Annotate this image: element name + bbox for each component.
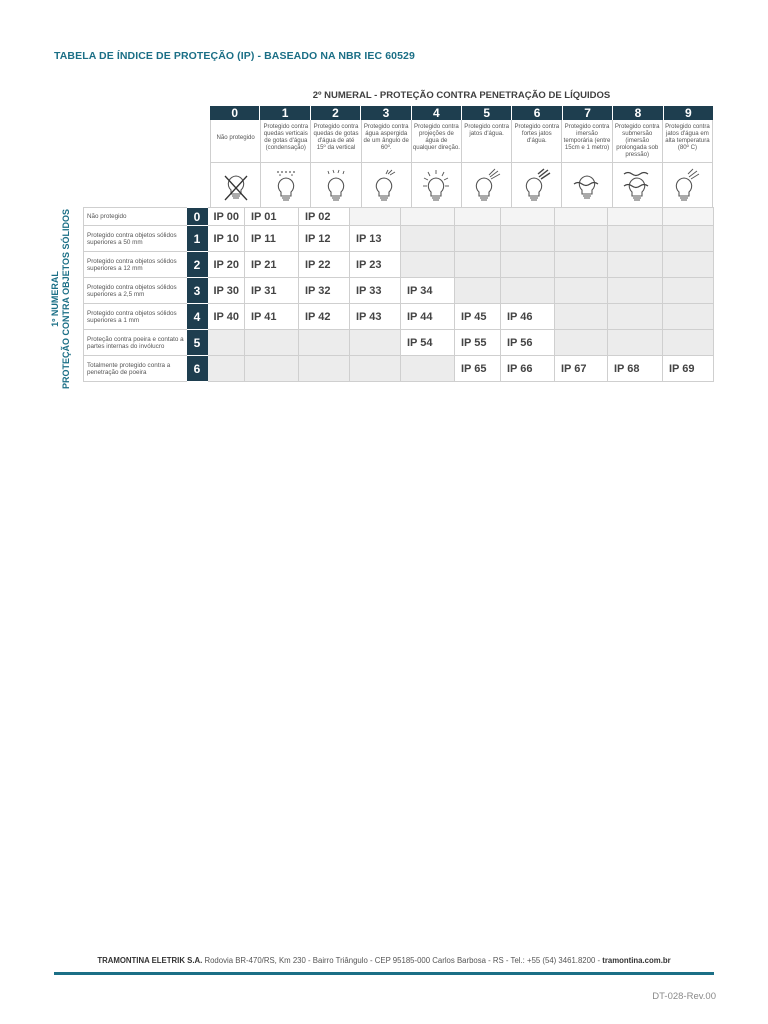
footer-website[interactable]: tramontina.com.br [602,956,671,965]
ip-code-cell: IP 69 [663,356,714,382]
ip-code-cell: IP 12 [299,226,350,252]
ip-code-cell: IP 10 [208,226,245,252]
empty-cell [555,304,608,330]
column-number: 2 [311,106,361,120]
empty-cell [608,208,663,226]
row-description: Protegido contra objetos sólidos superiores a 12 mm [84,252,187,278]
ip-code-cell: IP 20 [208,252,245,278]
ip-table [83,207,714,382]
table-row [84,252,714,278]
bulb-strong-jet-icon [521,168,553,204]
empty-cell [663,252,714,278]
row-description: Protegido contra objetos sólidos superiores a 2,5 mm [84,278,187,304]
bulb-submersion-icon [621,168,653,204]
empty-cell [299,356,350,382]
empty-cell [208,356,245,382]
empty-cell [663,304,714,330]
table-row [84,208,714,226]
ip-code-cell: IP 33 [350,278,401,304]
footer-address-text: Rodovia BR-470/RS, Km 230 - Bairro Triângulo - CEP 95185-000 Carlos Barbosa - RS - Tel.: +55 (54) 3461.8200 - [202,956,603,965]
empty-cell [455,208,501,226]
row-description: Protegido contra objetos sólidos superiores a 50 mm [84,226,187,252]
column-number-row [210,106,713,120]
ip-code-cell: IP 65 [455,356,501,382]
table-row [84,356,714,382]
page-title: TABELA DE ÍNDICE DE PROTEÇÃO (IP) - BASEADO NA NBR IEC 60529 [54,50,415,62]
column-description: Protegido contra submersão (imersão prolongada sob pressão) [613,120,663,162]
ip-code-cell: IP 55 [455,330,501,356]
empty-cell [401,226,455,252]
empty-cell [608,226,663,252]
footer-address [54,956,714,965]
ip-code-cell: IP 54 [401,330,455,356]
column-description: Protegido contra água aspergida de um ângulo de 60º. [362,120,412,162]
row-number: 4 [187,304,208,330]
ip-code-cell: IP 41 [245,304,299,330]
document-code: DT-028-Rev.00 [652,991,716,1002]
empty-cell [455,252,501,278]
column-number: 8 [613,106,663,120]
empty-cell [401,208,455,226]
column-description: Protegido contra jatos d'água. [462,120,512,162]
bulb-spray-icon [370,168,402,204]
ip-code-cell: IP 21 [245,252,299,278]
column-number: 3 [361,106,411,120]
ip-code-cell: IP 22 [299,252,350,278]
column-icon-row [210,162,713,208]
column-description: Protegido contra fortes jatos d'água. [512,120,562,162]
column-description: Protegido contra quedas de gotas d'água de até 15º da vertical [311,120,361,162]
column-number: 6 [512,106,562,120]
table-row [84,226,714,252]
row-description: Totalmente protegido contra a penetração de poeira [84,356,187,382]
ip-code-cell: IP 43 [350,304,401,330]
second-numeral-heading: 2º NUMERAL - PROTEÇÃO CONTRA PENETRAÇÃO DE LÍQUIDOS [312,90,611,101]
empty-cell [501,226,555,252]
empty-cell [608,304,663,330]
empty-cell [608,330,663,356]
empty-cell [555,278,608,304]
first-numeral-subtitle: PROTEÇÃO CONTRA OBJETOS SÓLIDOS [61,208,71,389]
ip-code-cell: IP 42 [299,304,350,330]
empty-cell [208,330,245,356]
ip-code-cell: IP 68 [608,356,663,382]
column-description: Protegido contra quedas verticais de gotas d'água (condensação) [261,120,311,162]
footer-company: TRAMONTINA ELETRIK S.A. [97,956,203,965]
ip-code-cell: IP 56 [501,330,555,356]
column-description: Protegido contra imersão temporária (entre 15cm e 1 metro) [562,120,612,162]
empty-cell [350,356,401,382]
row-description: Proteção contra poeira e contato a partes internas do invólucro [84,330,187,356]
table-row [84,304,714,330]
column-description: Não protegido [210,120,261,162]
ip-code-cell: IP 44 [401,304,455,330]
row-number: 1 [187,226,208,252]
ip-code-cell: IP 11 [245,226,299,252]
ip-code-cell: IP 32 [299,278,350,304]
ip-code-cell: IP 02 [299,208,350,226]
empty-cell [501,278,555,304]
bulb-drops-icon [270,168,302,204]
empty-cell [299,330,350,356]
bulb-splash-icon [420,168,452,204]
empty-cell [350,208,401,226]
ip-code-cell: IP 67 [555,356,608,382]
crossed-bulb-icon [220,168,252,204]
column-number: 5 [462,106,512,120]
empty-cell [555,208,608,226]
column-number: 7 [563,106,613,120]
column-number: 9 [685,106,692,120]
ip-code-cell: IP 66 [501,356,555,382]
empty-cell [401,252,455,278]
table-row [84,330,714,356]
first-numeral-label [46,207,76,390]
row-number: 5 [187,330,208,356]
bulb-jet-icon [471,168,503,204]
empty-cell [401,356,455,382]
row-number: 0 [187,208,208,226]
ip-code-cell: IP 00 [208,208,245,226]
first-numeral-title: 1º NUMERAL [50,270,60,327]
empty-cell [663,330,714,356]
table-row [84,278,714,304]
ip-code-cell: IP 45 [455,304,501,330]
empty-cell [455,226,501,252]
empty-cell [663,278,714,304]
bulb-angled-drops-icon [320,168,352,204]
empty-cell [501,252,555,278]
empty-cell [663,208,714,226]
ip-code-cell: IP 01 [245,208,299,226]
column-number: 0 [210,106,260,120]
empty-cell [663,226,714,252]
bulb-hot-jet-icon [671,168,703,204]
ip-code-cell: IP 23 [350,252,401,278]
ip-code-cell: IP 40 [208,304,245,330]
row-number: 6 [187,356,208,382]
empty-cell [350,330,401,356]
row-number: 2 [187,252,208,278]
empty-cell [555,252,608,278]
ip-code-cell: IP 34 [401,278,455,304]
row-description: Protegido contra objetos sólidos superiores a 1 mm [84,304,187,330]
column-number: 1 [260,106,310,120]
empty-cell [555,226,608,252]
empty-cell [608,252,663,278]
column-description-row [210,120,713,162]
column-number: 4 [412,106,462,120]
row-description: Não protegido [84,208,187,226]
ip-code-cell: IP 13 [350,226,401,252]
bulb-immersion-icon [571,168,603,204]
empty-cell [608,278,663,304]
ip-code-cell: IP 46 [501,304,555,330]
column-description: Protegido contra projeções de água de qualquer direção. [412,120,462,162]
empty-cell [455,278,501,304]
empty-cell [245,356,299,382]
ip-code-cell: IP 30 [208,278,245,304]
ip-code-cell: IP 31 [245,278,299,304]
row-number: 3 [187,278,208,304]
footer-divider [54,972,714,975]
empty-cell [245,330,299,356]
column-description: Protegido contra jatos d'água em alta temperatura (80º C) [663,120,713,162]
empty-cell [555,330,608,356]
empty-cell [501,208,555,226]
